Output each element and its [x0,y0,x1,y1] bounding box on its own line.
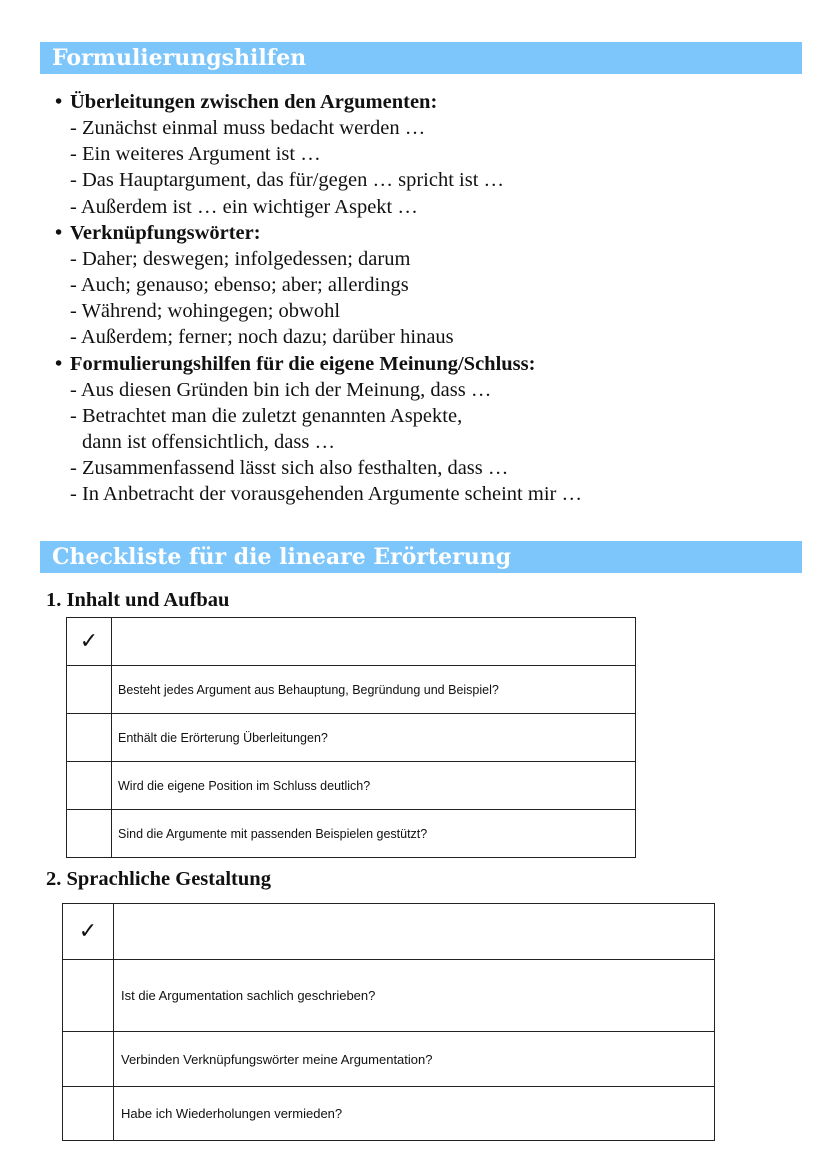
question-cell: Sind die Argumente mit passenden Beispielen gestützt? [112,810,636,858]
question-cell: Ist die Argumentation sachlich geschrieben? [114,960,715,1032]
checklist-part2-title: 2. Sprachliche Gestaltung [46,868,271,890]
table-row [63,1087,715,1141]
table-header-row [63,904,715,960]
list-item: - Daher; deswegen; infolgedessen; darum [70,247,411,270]
table-header-row [67,618,636,666]
list-item: - Außerdem; ferner; noch dazu; darüber hinaus [70,326,454,349]
list-item-continuation: dann ist offensichtlich, dass … [82,430,335,453]
bullet-icon: • [55,91,63,113]
header-cell [114,904,715,960]
group-heading-text: Formulierungshilfen für die eigene Meinung/Schluss: [70,352,536,375]
check-cell[interactable] [67,762,112,810]
table-row [63,1032,715,1087]
checkmark-icon: ✓ [67,618,112,666]
bullet-icon: • [55,352,63,375]
section-title-formulierungshilfen: Formulierungshilfen [40,42,802,74]
group-heading-text: Überleitungen zwischen den Argumenten: [70,91,438,113]
checklist-table-sprache [62,903,715,1141]
table-row [67,810,636,858]
checklist-table-inhalt [66,617,636,858]
list-item: - Zusammenfassend lässt sich also festhalten, dass … [70,457,509,480]
question-cell: Enthält die Erörterung Überleitungen? [112,714,636,762]
group-heading [55,220,795,246]
list-item: - Das Hauptargument, das für/gegen … spricht ist … [70,169,505,192]
checkmark-icon: ✓ [63,904,114,960]
section-title-checkliste: Checkliste für die lineare Erörterung [40,541,802,573]
formulierungshilfen-list [55,89,795,507]
group-heading-text: Verknüpfungswörter: [70,221,261,244]
list-item: - Auch; genauso; ebenso; aber; allerdings [70,273,409,296]
table-row [67,714,636,762]
list-item: - Betrachtet man die zuletzt genannten Aspekte, [70,404,463,427]
list-item: - Außerdem ist … ein wichtiger Aspekt … [70,195,418,218]
check-cell[interactable] [63,1087,114,1141]
list-item: - In Anbetracht der vorausgehenden Argumente scheint mir … [70,483,582,506]
checklist-part1-title: 1. Inhalt und Aufbau [46,589,230,611]
list-item: - Zunächst einmal muss bedacht werden … [70,117,426,139]
question-cell: Wird die eigene Position im Schluss deutlich? [112,762,636,810]
table-row [63,960,715,1032]
check-cell[interactable] [63,1032,114,1087]
question-cell: Verbinden Verknüpfungswörter meine Argumentation? [114,1032,715,1087]
check-cell[interactable] [67,666,112,714]
group-heading [55,351,795,377]
question-cell: Habe ich Wiederholungen vermieden? [114,1087,715,1141]
header-cell [112,618,636,666]
table-row [67,762,636,810]
group-heading [55,89,795,115]
question-cell: Besteht jedes Argument aus Behauptung, Begründung und Beispiel? [112,666,636,714]
table-row [67,666,636,714]
check-cell[interactable] [63,960,114,1032]
check-cell[interactable] [67,810,112,858]
list-item: - Ein weiteres Argument ist … [70,143,321,166]
bullet-icon: • [55,221,63,244]
list-item: - Aus diesen Gründen bin ich der Meinung, dass … [70,378,492,401]
check-cell[interactable] [67,714,112,762]
list-item: - Während; wohingegen; obwohl [70,300,341,323]
